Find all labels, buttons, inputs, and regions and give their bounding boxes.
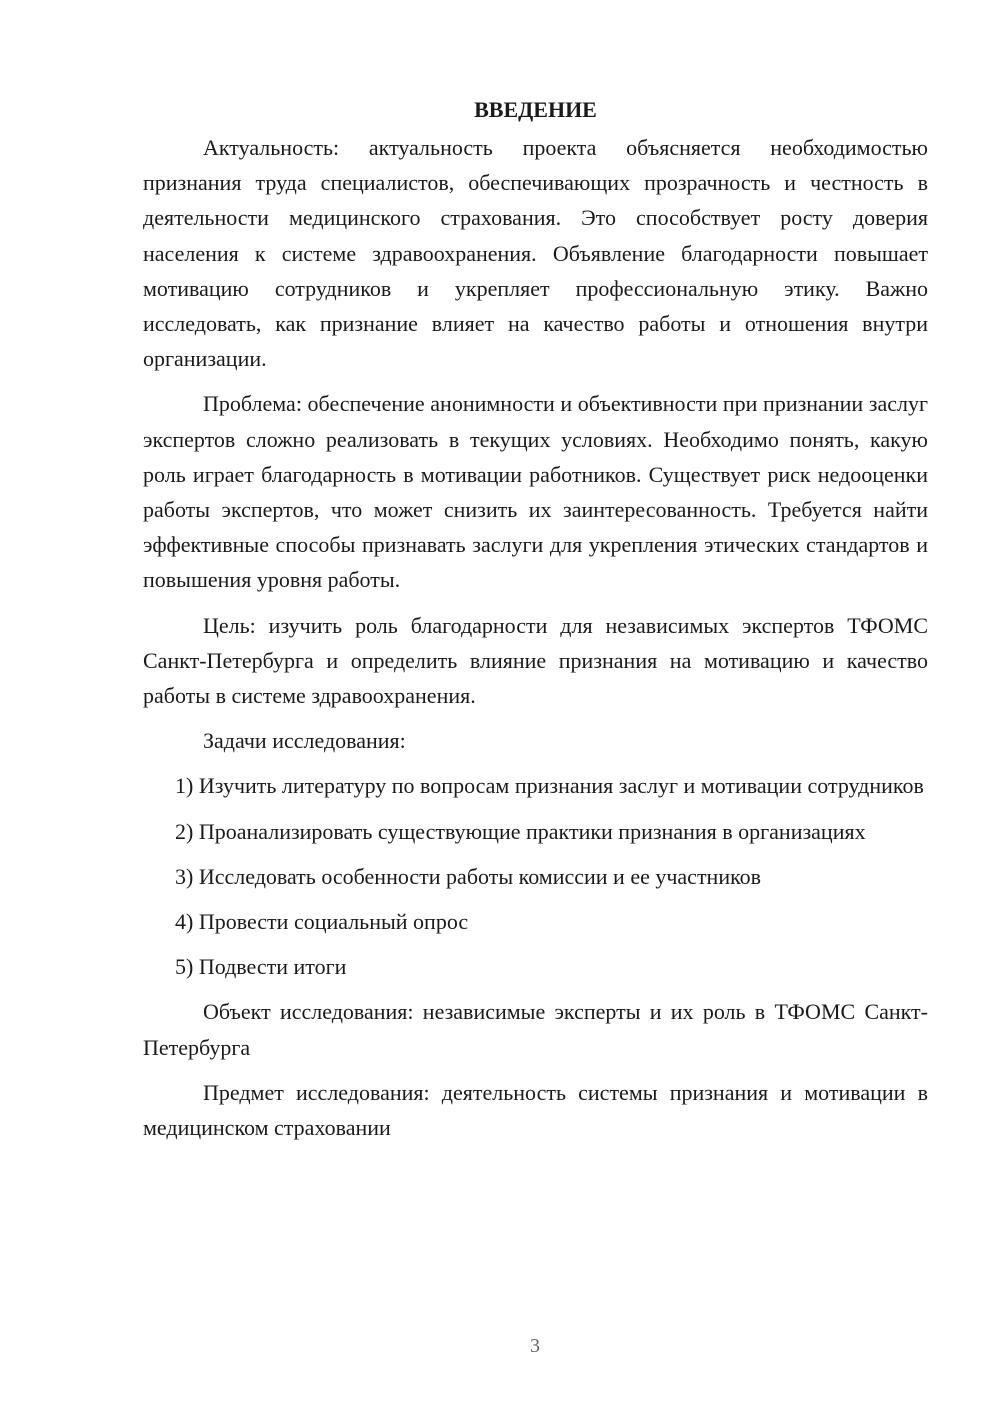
- document-page: [143, 92, 928, 1155]
- paragraph-problem: Проблема: обеспечение анонимности и объективности при признании заслуг экспертов сложно реализовать в текущих условиях. Необходимо понять, какую роль играет благодарность в мотивации работников. Существует риск недооценки работы экспертов, что может снизить их заинтересованность. Требуется найти эффективные способы признавать заслуги для укрепления этических стандартов и повышения уровня работы.: [143, 391, 928, 593]
- paragraph-tasks-intro: Задачи исследования:: [203, 728, 406, 754]
- section-heading: ВВЕДЕНИЕ: [474, 97, 597, 122]
- paragraph-object: Объект исследования: независимые эксперты и их роль в ТФОМС Санкт-Петербурга: [143, 999, 928, 1060]
- paragraph-subject: Предмет исследования: деятельность системы признания и мотивации в медицинском страховании: [143, 1079, 928, 1141]
- task-item-5: 5) Подвести итоги: [175, 954, 347, 980]
- paragraph-relevance: Актуальность: актуальность проекта объясняется необходимостью признания труда специалистов, обеспечивающих прозрачность и честность в деятельности медицинского страхования. Это способствует росту доверия населения к системе здравоохранения. Объявление благодарности повышает мотивацию сотрудников и укрепляет профессиональную этику. Важно исследовать, как признание влияет на качество работы и отношения внутри организации.: [143, 135, 928, 372]
- paragraph-goal: Цель: изучить роль благодарности для независимых экспертов ТФОМС Санкт-Петербурга и определить влияние признания на мотивацию и качество работы в системе здравоохранения.: [143, 612, 928, 709]
- page-number: 3: [530, 1335, 540, 1357]
- task-item-3: 3) Исследовать особенности работы комиссии и ее участников: [175, 863, 762, 889]
- task-item-2: 2) Проанализировать существующие практики признания в организациях: [175, 818, 866, 844]
- task-item-1: 1) Изучить литературу по вопросам признания заслуг и мотивации сотрудников: [175, 773, 924, 799]
- task-item-4: 4) Провести социальный опрос: [175, 909, 469, 935]
